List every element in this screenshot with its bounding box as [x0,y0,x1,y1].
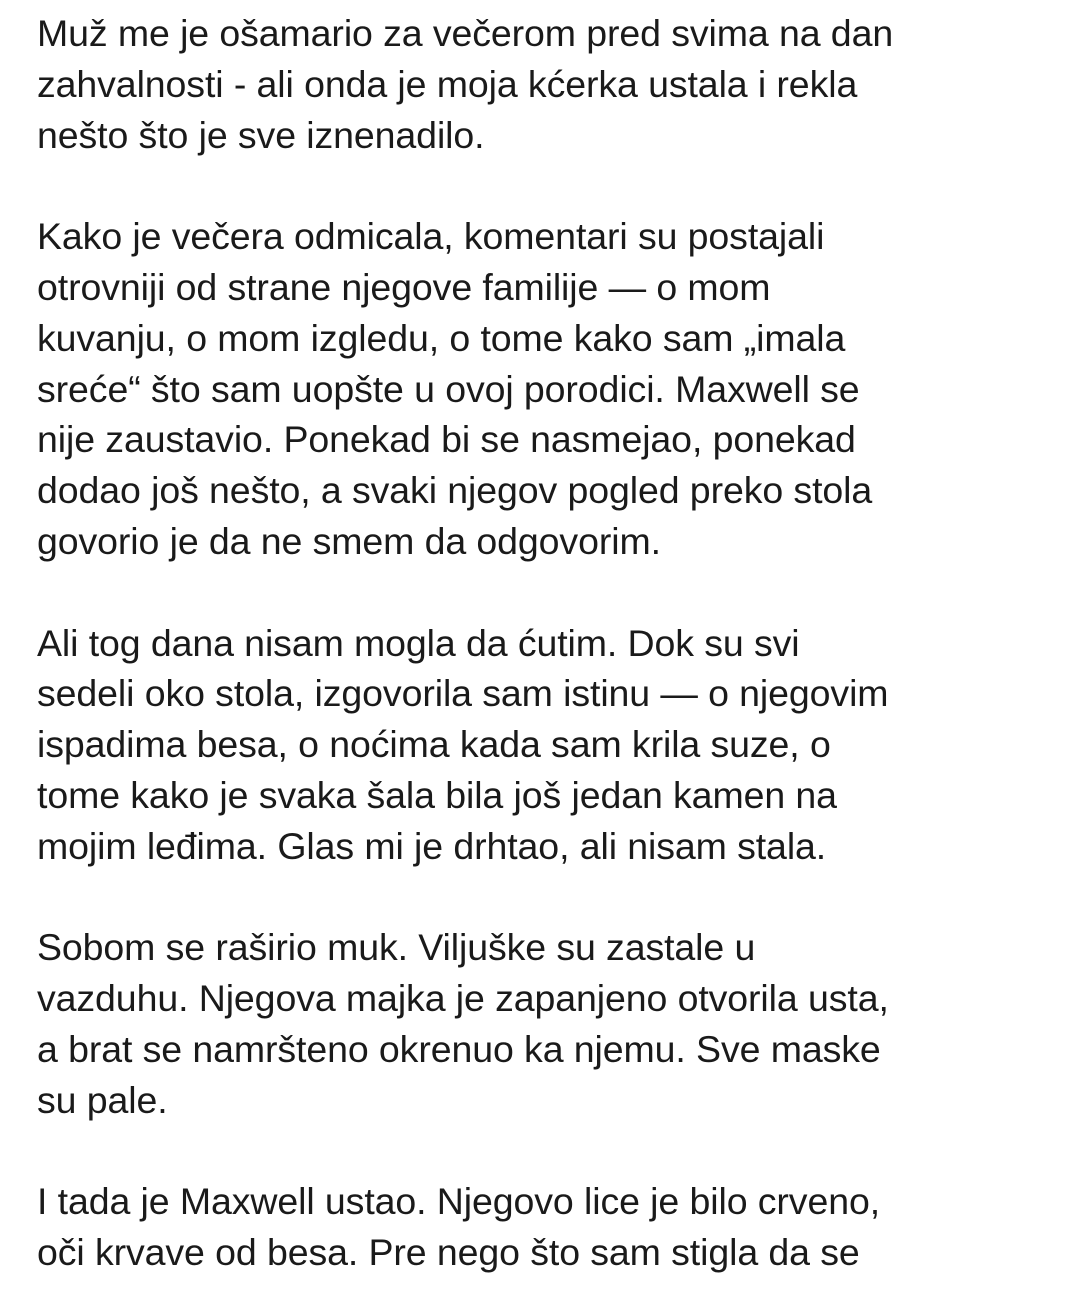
text-line: otrovniji od strane njegove familije — o mom [37,265,771,308]
text-line: tome kako je svaka šala bila još jedan kamen na [37,773,837,816]
text-line: govorio je da ne smem da odgovorim. [37,519,661,562]
text-line: su pale. [37,1078,168,1121]
text-line: a brat se namršteno okrenuo ka njemu. Sve maske [37,1027,881,1070]
text-line: ispadima besa, o noćima kada sam krila suze, o [37,723,831,766]
text-line: oči krvave od besa. Pre nego što sam stigla da se [37,1231,860,1274]
text-line: zahvalnosti - ali onda je moja kćerka ustala i rekla [37,62,858,105]
text-line: kuvanju, o mom izgledu, o tome kako sam „imala [37,316,846,359]
text-line: I tada je Maxwell ustao. Njegovo lice je bilo crveno, [37,1180,881,1223]
paragraph-5 [37,1176,1057,1278]
text-line: dodao još nešto, a svaki njegov pogled preko stola [37,469,873,512]
paragraph-4 [37,922,1057,1125]
text-line: mojim leđima. Glas mi je drhtao, ali nisam stala. [37,824,827,867]
text-line: sreće“ što sam uopšte u ovoj porodici. Maxwell se [37,367,860,410]
paragraph-3 [37,618,1057,872]
paragraph-1 [37,8,1057,160]
text-line: Sobom se raširio muk. Viljuške su zastale u [37,926,756,969]
text-line: sedeli oko stola, izgovorila sam istinu — o njegovim [37,672,889,715]
story-text [37,8,1057,1303]
text-line: Ali tog dana nisam mogla da ćutim. Dok su svi [37,621,800,664]
text-line: Kako je večera odmicala, komentari su postajali [37,215,825,258]
text-line: vazduhu. Njegova majka je zapanjeno otvorila usta, [37,977,889,1020]
text-line: nešto što je sve iznenadilo. [37,113,485,156]
paragraph-2 [37,211,1057,567]
text-line: Muž me je ošamario za večerom pred svima na dan [37,12,894,54]
text-line: nije zaustavio. Ponekad bi se nasmejao, ponekad [37,418,856,461]
